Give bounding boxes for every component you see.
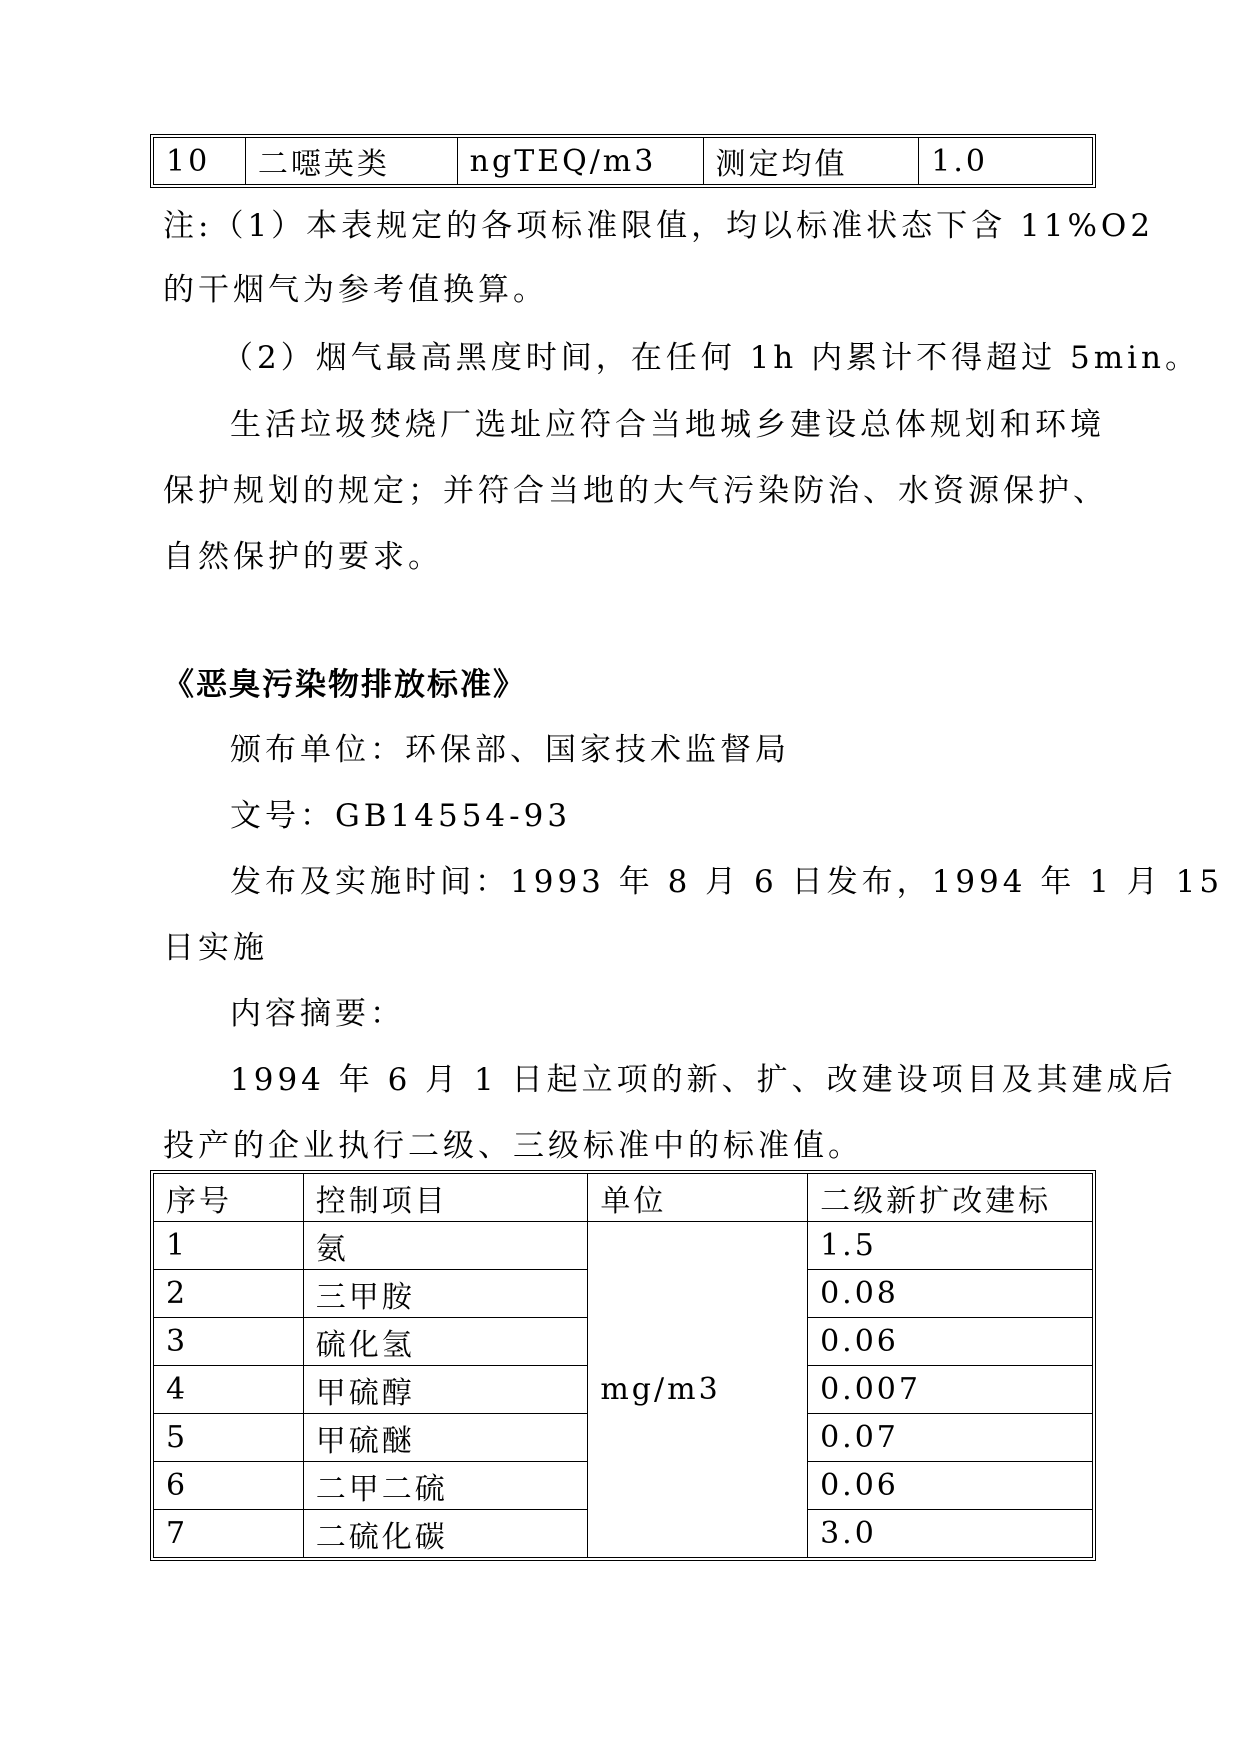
row-item: 甲硫醚 <box>303 1414 588 1462</box>
row-no: 3 <box>154 1318 304 1366</box>
table-header-row <box>154 1174 1093 1222</box>
row-item: 三甲胺 <box>303 1270 588 1318</box>
row-item: 氨 <box>303 1222 588 1270</box>
table-row <box>154 1222 1093 1270</box>
summary-label: 内容摘要： <box>230 996 405 1032</box>
row-value: 0.08 <box>808 1270 1093 1318</box>
row-value: 0.007 <box>808 1366 1093 1414</box>
row-value: 0.06 <box>808 1318 1093 1366</box>
row-no: 4 <box>154 1366 304 1414</box>
paragraph-line-3: 自然保护的要求。 <box>163 539 443 575</box>
note-1-line-2: 的干烟气为参考值换算。 <box>163 272 548 308</box>
note-1-line-1: 注:（1）本表规定的各项标准限值，均以标准状态下含 11%O2 <box>163 208 1155 244</box>
row-no: 2 <box>154 1270 304 1318</box>
row-value: 0.07 <box>808 1414 1093 1462</box>
header-grade2: 二级新扩改建标 <box>808 1174 1093 1222</box>
table-row <box>154 138 1093 185</box>
header-item: 控制项目 <box>303 1174 588 1222</box>
note-2: （2）烟气最高黑度时间，在任何 1h 内累计不得超过 5min。 <box>222 340 1200 376</box>
row-no: 7 <box>154 1510 304 1558</box>
table-cell-no: 10 <box>154 138 246 185</box>
unit-cell: mg/m3 <box>588 1222 808 1558</box>
row-no: 5 <box>154 1414 304 1462</box>
table-cell-unit: ngTEQ/m3 <box>457 138 703 185</box>
row-value: 3.0 <box>808 1510 1093 1558</box>
section-title: 《恶臭污染物排放标准》 <box>163 667 526 703</box>
summary-line-1: 1994 年 6 月 1 日起立项的新、扩、改建设项目及其建成后 <box>230 1062 1177 1098</box>
date-line-1: 发布及实施时间：1993 年 8 月 6 日发布，1994 年 1 月 15 <box>230 864 1224 900</box>
table-cell-method: 测定均值 <box>703 138 919 185</box>
row-value: 1.5 <box>808 1222 1093 1270</box>
summary-line-2: 投产的企业执行二级、三级标准中的标准值。 <box>163 1128 863 1164</box>
row-item: 甲硫醇 <box>303 1366 588 1414</box>
paragraph-line-2: 保护规划的规定；并符合当地的大气污染防治、水资源保护、 <box>163 473 1108 509</box>
row-no: 1 <box>154 1222 304 1270</box>
paragraph-line-1: 生活垃圾焚烧厂选址应符合当地城乡建设总体规划和环境 <box>230 407 1105 443</box>
row-item: 二硫化碳 <box>303 1510 588 1558</box>
header-no: 序号 <box>154 1174 304 1222</box>
odor-pollutant-standards-table <box>153 1173 1093 1558</box>
table-cell-value: 1.0 <box>919 138 1093 185</box>
row-item: 硫化氢 <box>303 1318 588 1366</box>
row-value: 0.06 <box>808 1462 1093 1510</box>
emission-limits-table-continued <box>153 137 1093 185</box>
header-unit: 单位 <box>588 1174 808 1222</box>
doc-number-line: 文号：GB14554-93 <box>230 798 572 834</box>
row-no: 6 <box>154 1462 304 1510</box>
row-item: 二甲二硫 <box>303 1462 588 1510</box>
table-cell-item: 二噁英类 <box>245 138 457 185</box>
date-line-2: 日实施 <box>163 930 268 966</box>
issuer-line: 颁布单位：环保部、国家技术监督局 <box>230 732 790 768</box>
